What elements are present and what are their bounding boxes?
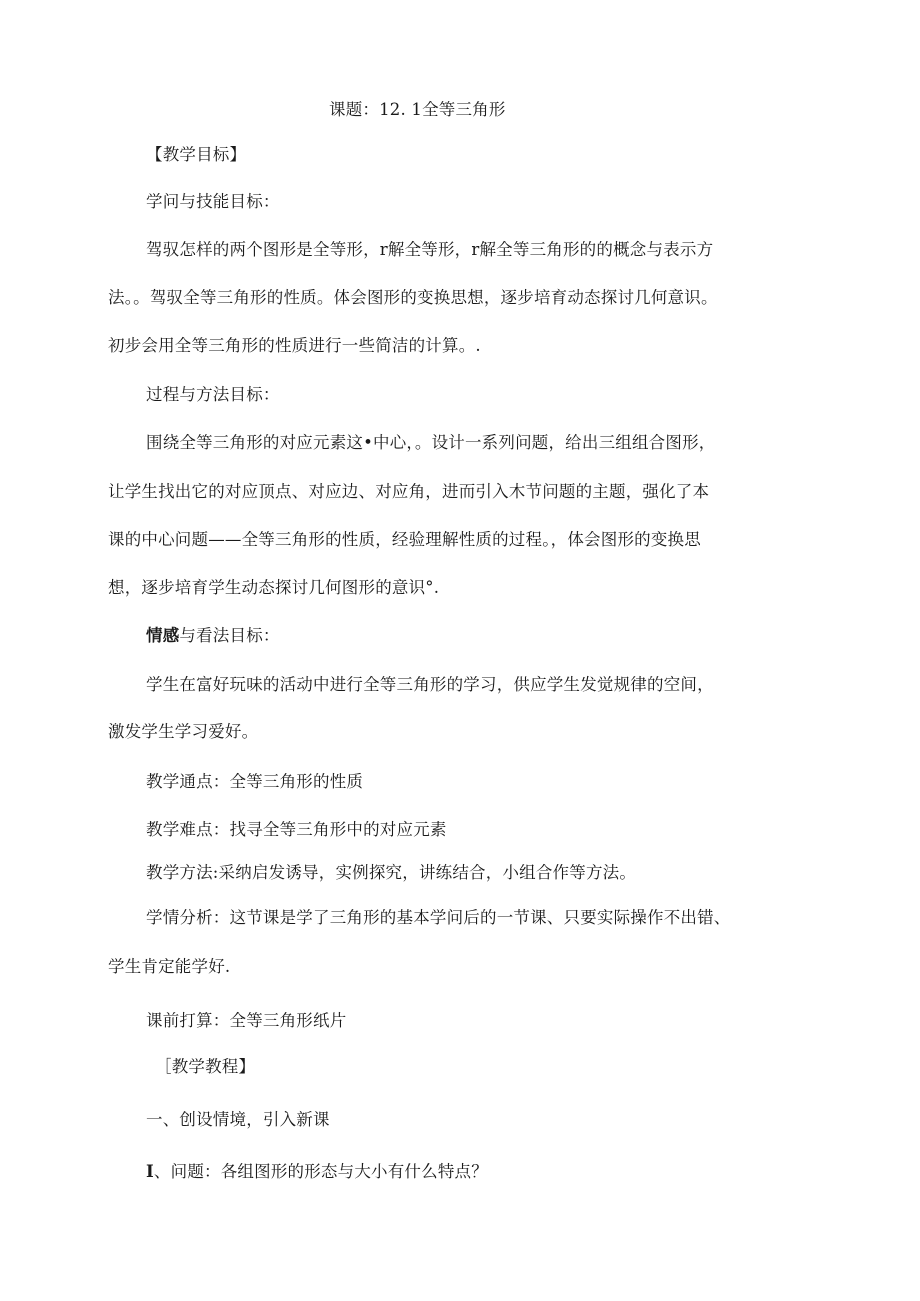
- lesson-title: 课题：12. 1全等三角形: [329, 100, 506, 119]
- analysis-line: 学生肯定能学好.: [108, 957, 231, 976]
- emotion-line: 激发学生学习爱好。: [108, 722, 259, 741]
- knowledge-line: 法。。驾驭全等三角形的性质。体会图形的变换思想，逐步培育动态探讨几何意识。: [108, 288, 718, 307]
- process-section-heading: ［教学教程】: [155, 1057, 256, 1076]
- question-text: 、问题：各组图形的形态与大小有什么特点？: [153, 1162, 488, 1181]
- knowledge-heading: 学问与技能目标：: [146, 192, 280, 211]
- emotion-heading: [146, 626, 280, 646]
- knowledge-line: 驾驭怎样的两个图形是全等形，r解全等形，r解全等三角形的的概念与表示方: [146, 240, 714, 259]
- emotion-heading-bold: 情感: [146, 626, 180, 645]
- difficult-point: 教学难点：找寻全等三角形中的对应元素: [146, 820, 447, 839]
- emotion-heading-rest: 与看法目标：: [179, 626, 280, 645]
- key-point: 教学通点：全等三角形的性质: [146, 772, 364, 791]
- knowledge-line: 初步会用全等三角形的性质进行一些简洁的计算。.: [108, 336, 481, 355]
- teaching-method: 教学方法:采纳启发诱导，实例探究，讲练结合，小组合作等方法。: [146, 863, 637, 882]
- process-line: 课的中心问题——全等三角形的性质，经验理解性质的过程。，体会图形的变换思: [108, 530, 701, 549]
- preparation: 课前打算：全等三角形纸片: [146, 1011, 347, 1030]
- question-line: [146, 1162, 488, 1182]
- objectives-heading: 【教学目标】: [146, 145, 247, 164]
- process-line: 围绕全等三角形的对应元素这•中心，。设计一系列问题，给出三组组合图形，: [146, 433, 716, 452]
- question-number: I: [146, 1162, 154, 1181]
- process-heading: 过程与方法目标：: [146, 385, 280, 404]
- process-line: 让学生找出它的对应顶点、对应边、对应角，进而引入木节问题的主题，强化了本: [108, 482, 710, 501]
- analysis-line: 学情分析：这节课是学了三角形的基本学问后的一节课、只要实际操作不出错、: [146, 908, 731, 927]
- process-line: 想，逐步培育学生动态探讨几何图形的意识°.: [108, 578, 440, 597]
- section-one-heading: 一、创设情境，引入新课: [146, 1110, 330, 1129]
- emotion-line: 学生在富好玩味的活动中进行全等三角形的学习，供应学生发觉规律的空间，: [146, 675, 714, 694]
